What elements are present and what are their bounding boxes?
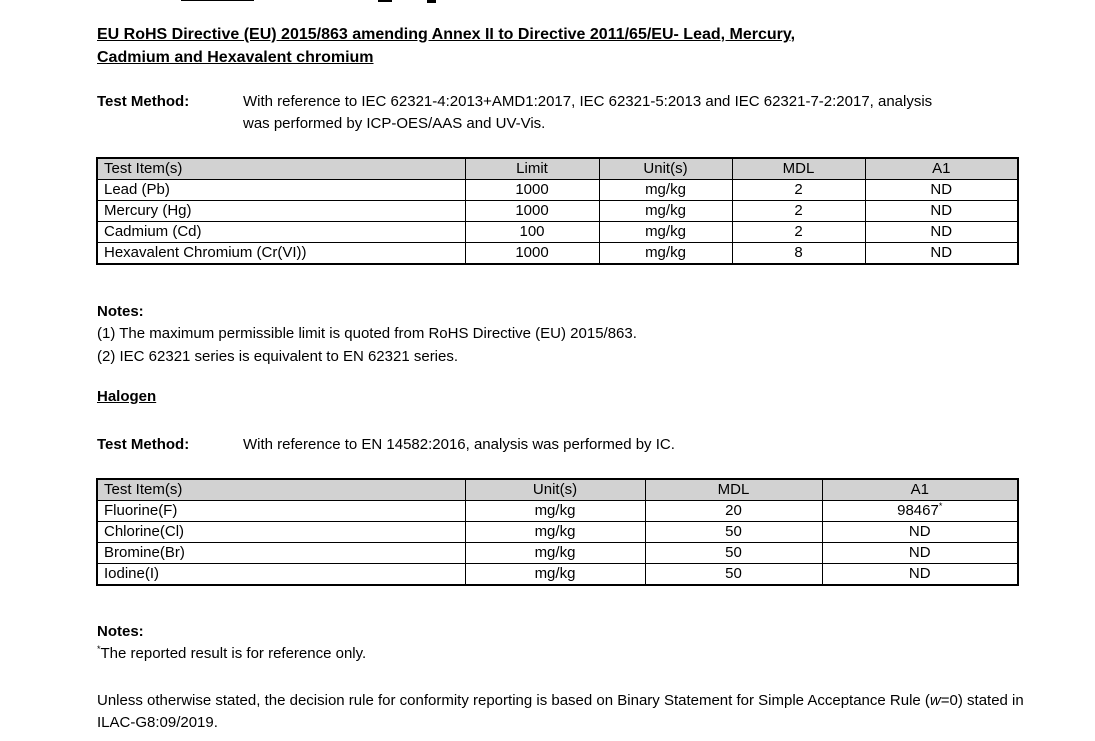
halogen-results-table (96, 478, 1019, 586)
table-cell: Cadmium (Cd) (97, 222, 465, 243)
table-cell: Iodine(I) (97, 564, 465, 586)
table-cell: 2 (732, 180, 865, 201)
table-row (97, 522, 1018, 543)
footnote-marker: * (97, 644, 101, 654)
footnote-marker: * (938, 501, 943, 511)
table-cell: ND (822, 564, 1018, 586)
decision-rule-w: w (929, 692, 941, 709)
table-cell: 20 (645, 501, 822, 522)
notes-label-rohs: Notes: (97, 303, 144, 320)
decision-rule-part1: Unless otherwise stated, the decision rule for conformity reporting is based on Binary Statement for Simple Acceptance Rule ( (97, 692, 930, 709)
table-row (97, 201, 1018, 222)
table-cell: 1000 (465, 201, 599, 222)
table-row (97, 543, 1018, 564)
column-header: MDL (645, 479, 822, 501)
table-cell: 100 (465, 222, 599, 243)
table-row (97, 222, 1018, 243)
section-title-rohs (97, 23, 795, 69)
table-row (97, 564, 1018, 586)
table-cell: 2 (732, 222, 865, 243)
decision-rule-part2: =0) stated in ILAC-G8:09/2019. (97, 692, 1024, 731)
column-header: A1 (865, 158, 1018, 180)
column-header: Unit(s) (599, 158, 732, 180)
test-method-label-rohs: Test Method: (97, 93, 190, 110)
note-rohs-2: (2) IEC 62321 series is equivalent to EN 62321 series. (97, 348, 459, 365)
section-heading-halogen: Halogen (97, 388, 157, 405)
table-cell: mg/kg (599, 222, 732, 243)
table-cell: ND (822, 522, 1018, 543)
cropped-text-artifact (181, 0, 254, 1)
table-cell: Chlorine(Cl) (97, 522, 465, 543)
table-cell: 98467* (822, 501, 1018, 522)
table-cell: mg/kg (465, 564, 645, 586)
table-cell: 50 (645, 522, 822, 543)
cropped-text-artifact (378, 0, 392, 2)
column-header: Test Item(s) (97, 479, 465, 501)
table-cell: Bromine(Br) (97, 543, 465, 564)
table-cell: mg/kg (599, 243, 732, 265)
table-cell: 8 (732, 243, 865, 265)
table-cell: 1000 (465, 180, 599, 201)
table-cell: 2 (732, 201, 865, 222)
column-header: MDL (732, 158, 865, 180)
note-halogen (97, 643, 366, 665)
table-cell: Mercury (Hg) (97, 201, 465, 222)
table-cell: mg/kg (465, 522, 645, 543)
section-title-line2: Cadmium and Hexavalent chromium (97, 49, 374, 66)
notes-label-halogen: Notes: (97, 623, 144, 640)
note-halogen-text: The reported result is for reference only. (100, 645, 367, 662)
table-cell: 50 (645, 564, 822, 586)
table-cell: Lead (Pb) (97, 180, 465, 201)
table-cell: ND (822, 543, 1018, 564)
table-row (97, 180, 1018, 201)
cropped-text-artifact (427, 0, 436, 3)
test-method-text-halogen: With reference to EN 14582:2016, analysis was performed by IC. (243, 436, 675, 453)
table-cell: Hexavalent Chromium (Cr(VI)) (97, 243, 465, 265)
table-cell: Fluorine(F) (97, 501, 465, 522)
column-header: Test Item(s) (97, 158, 465, 180)
column-header: Limit (465, 158, 599, 180)
table-cell: mg/kg (465, 501, 645, 522)
table-cell: mg/kg (465, 543, 645, 564)
table-cell: ND (865, 180, 1018, 201)
table-cell: ND (865, 243, 1018, 265)
column-header: Unit(s) (465, 479, 645, 501)
table-header-row (97, 158, 1018, 180)
table-cell: ND (865, 222, 1018, 243)
table-row (97, 501, 1018, 522)
table-header-row (97, 479, 1018, 501)
decision-rule-paragraph (97, 690, 1027, 734)
rohs-results-table (96, 157, 1019, 265)
table-cell: 1000 (465, 243, 599, 265)
test-method-label-halogen: Test Method: (97, 436, 190, 453)
table-cell: mg/kg (599, 201, 732, 222)
test-method-text-rohs: With reference to IEC 62321-4:2013+AMD1:2017, IEC 62321-5:2013 and IEC 62321-7-2:2017, analysis was performed by ICP-OES/AAS and UV-Vis. (243, 93, 933, 132)
table-cell: 50 (645, 543, 822, 564)
table-cell: mg/kg (599, 180, 732, 201)
column-header: A1 (822, 479, 1018, 501)
note-rohs-1: (1) The maximum permissible limit is quoted from RoHS Directive (EU) 2015/863. (97, 325, 637, 342)
table-cell: ND (865, 201, 1018, 222)
table-row (97, 243, 1018, 265)
section-title-line1: EU RoHS Directive (EU) 2015/863 amending Annex II to Directive 2011/65/EU- Lead, Mercury, (97, 26, 796, 43)
